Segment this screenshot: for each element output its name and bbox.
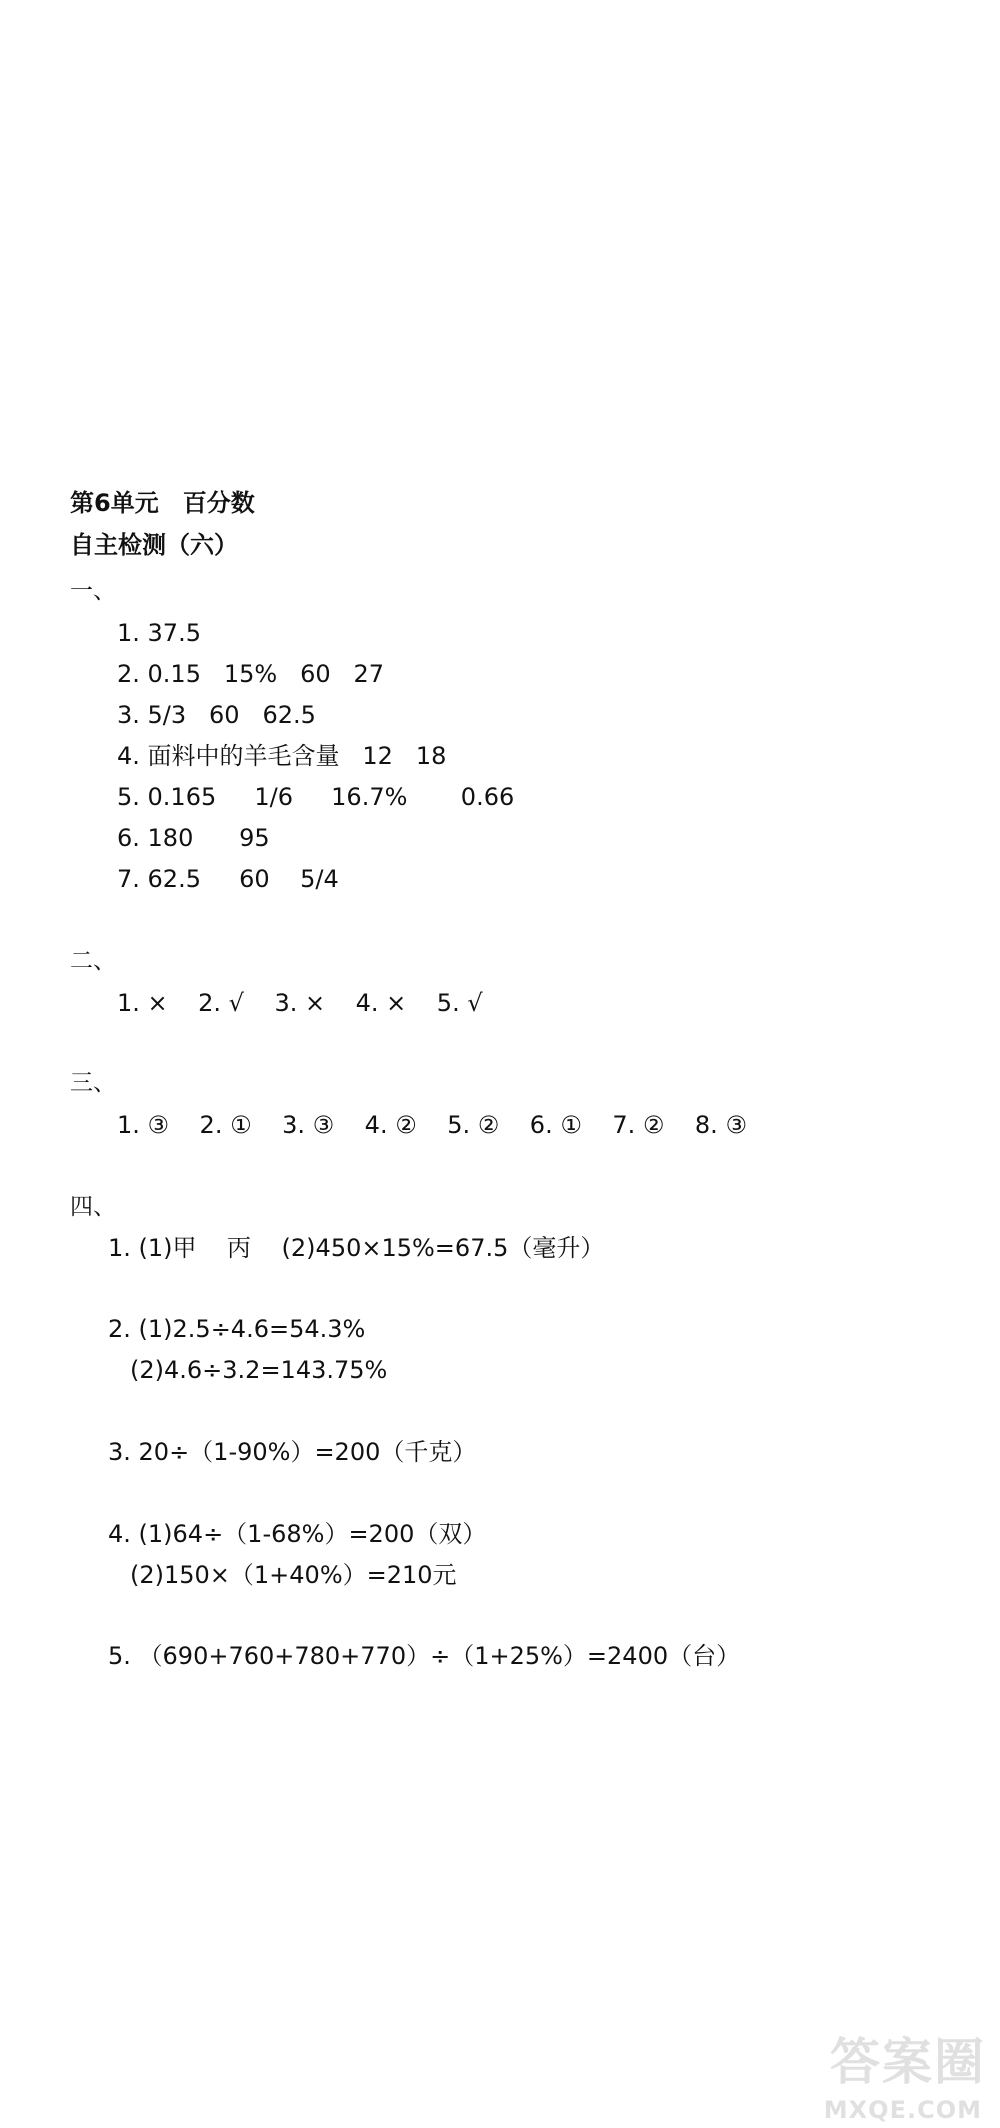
answer-line: 7. 62.5 60 5/4 bbox=[117, 865, 339, 893]
answer-line: (2)4.6÷3.2=143.75% bbox=[130, 1356, 388, 1384]
watermark bbox=[786, 2034, 986, 2124]
answer-line: 5. （690+760+780+770）÷（1+25%）=2400（台） bbox=[108, 1642, 741, 1670]
answer-line: 5. 0.165 1/6 16.7% 0.66 bbox=[117, 783, 515, 811]
unit-title: 第6单元 百分数 bbox=[70, 489, 255, 517]
test-title: 自主检测（六） bbox=[70, 531, 238, 559]
watermark-bottom: MXQE.COM bbox=[823, 2096, 982, 2124]
answer-line: 2. 0.15 15% 60 27 bbox=[117, 660, 385, 688]
answer-line: 1. (1)甲 丙 (2)450×15%=67.5（毫升） bbox=[108, 1234, 605, 1262]
answer-line: 3. 20÷（1-90%）=200（千克） bbox=[108, 1438, 477, 1466]
answer-line: 6. 180 95 bbox=[117, 824, 270, 852]
answer-line: 3. 5/3 60 62.5 bbox=[117, 701, 316, 729]
answer-line: 4. (1)64÷（1-68%）=200（双） bbox=[108, 1520, 487, 1548]
section-1-label: 一、 bbox=[70, 578, 116, 604]
section-3-label: 三、 bbox=[70, 1070, 116, 1096]
answer-line: 1. 37.5 bbox=[117, 619, 201, 647]
answer-line: 4. 面料中的羊毛含量 12 18 bbox=[117, 742, 447, 770]
watermark-top: 答案圈 bbox=[830, 2033, 986, 2091]
answer-line: (2)150×（1+40%）=210元 bbox=[130, 1561, 457, 1589]
answer-line: 2. (1)2.5÷4.6=54.3% bbox=[108, 1315, 366, 1343]
section-2-label: 二、 bbox=[70, 948, 116, 974]
answer-line: 1. ③ 2. ① 3. ③ 4. ② 5. ② 6. ① 7. ② 8. ③ bbox=[117, 1111, 747, 1139]
answer-line: 1. × 2. √ 3. × 4. × 5. √ bbox=[117, 989, 483, 1017]
section-4-label: 四、 bbox=[70, 1194, 116, 1220]
